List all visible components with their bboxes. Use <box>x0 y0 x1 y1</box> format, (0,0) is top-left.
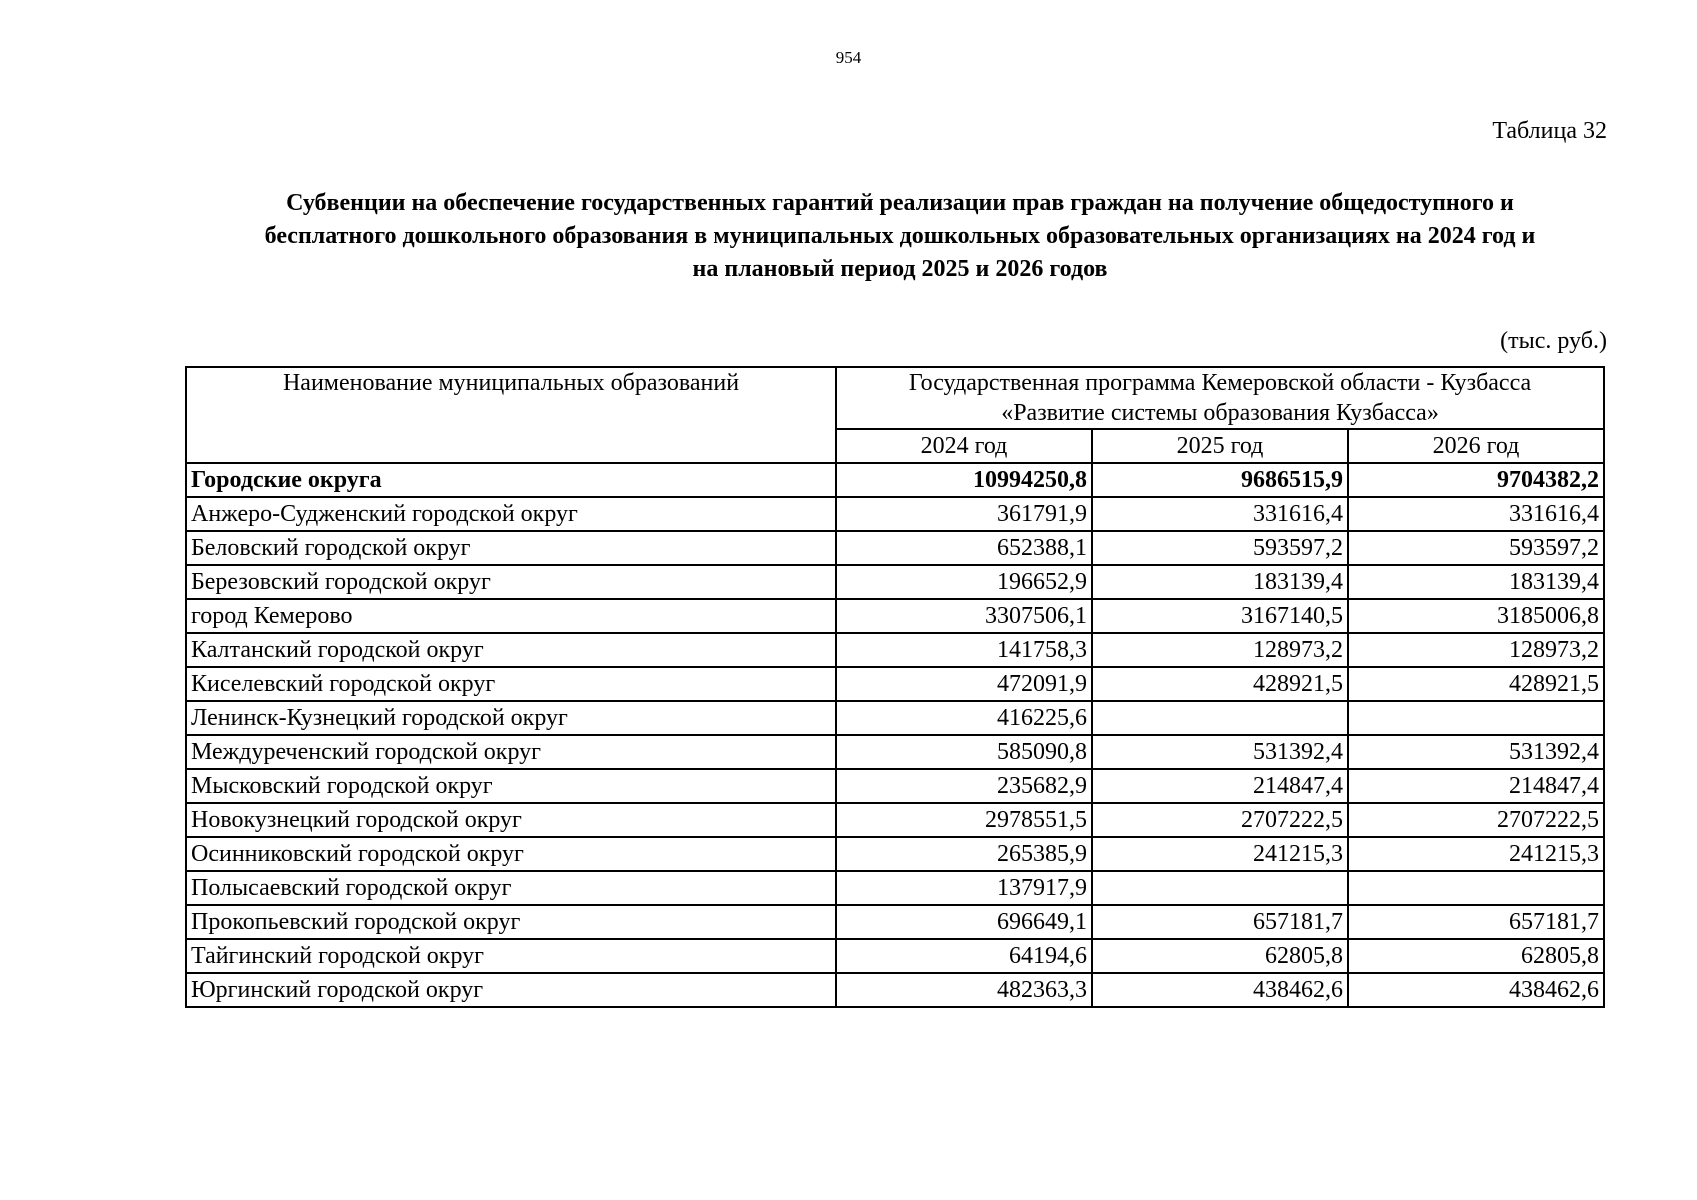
municipality-name-cell: Анжеро-Судженский городской округ <box>186 497 836 531</box>
value-2024-cell: 141758,3 <box>836 633 1092 667</box>
table-row <box>186 905 1604 939</box>
value-2026-cell: 531392,4 <box>1348 735 1604 769</box>
value-2024-cell: 696649,1 <box>836 905 1092 939</box>
value-2024-cell: 196652,9 <box>836 565 1092 599</box>
document-title <box>180 187 1620 286</box>
municipality-name-cell: Киселевский городской округ <box>186 667 836 701</box>
value-2026-cell <box>1348 871 1604 905</box>
value-2024-cell: 265385,9 <box>836 837 1092 871</box>
value-2025-cell: 183139,4 <box>1092 565 1348 599</box>
municipality-name-cell: город Кемерово <box>186 599 836 633</box>
value-2026-cell: 128973,2 <box>1348 633 1604 667</box>
table-row <box>186 837 1604 871</box>
table-row <box>186 599 1604 633</box>
value-2026-cell: 62805,8 <box>1348 939 1604 973</box>
value-2025-cell <box>1092 701 1348 735</box>
value-2025-cell: 9686515,9 <box>1092 463 1348 497</box>
value-2024-cell: 2978551,5 <box>836 803 1092 837</box>
municipality-name-cell: Калтанский городской округ <box>186 633 836 667</box>
value-2024-cell: 416225,6 <box>836 701 1092 735</box>
value-2024-cell: 361791,9 <box>836 497 1092 531</box>
table-row <box>186 803 1604 837</box>
value-2026-cell: 3185006,8 <box>1348 599 1604 633</box>
table-label: Таблица 32 <box>1492 118 1607 144</box>
value-2026-cell: 438462,6 <box>1348 973 1604 1007</box>
header-program-line: «Развитие системы образования Кузбасса» <box>1001 400 1439 426</box>
header-year-2025: 2025 год <box>1092 429 1348 463</box>
municipality-name-cell: Полысаевский городской округ <box>186 871 836 905</box>
value-2025-cell: 128973,2 <box>1092 633 1348 667</box>
value-2026-cell: 2707222,5 <box>1348 803 1604 837</box>
table-row <box>186 769 1604 803</box>
value-2024-cell: 482363,3 <box>836 973 1092 1007</box>
header-year-2026: 2026 год <box>1348 429 1604 463</box>
value-2025-cell: 438462,6 <box>1092 973 1348 1007</box>
table-row <box>186 871 1604 905</box>
municipality-name-cell: Тайгинский городской округ <box>186 939 836 973</box>
value-2024-cell: 585090,8 <box>836 735 1092 769</box>
value-2025-cell: 593597,2 <box>1092 531 1348 565</box>
value-2026-cell <box>1348 701 1604 735</box>
value-2024-cell: 652388,1 <box>836 531 1092 565</box>
value-2025-cell: 3167140,5 <box>1092 599 1348 633</box>
header-state-program <box>836 367 1604 429</box>
municipality-name-cell: Новокузнецкий городской округ <box>186 803 836 837</box>
municipality-name-cell: Ленинск-Кузнецкий городской округ <box>186 701 836 735</box>
value-2025-cell: 531392,4 <box>1092 735 1348 769</box>
value-2026-cell: 331616,4 <box>1348 497 1604 531</box>
value-2026-cell: 593597,2 <box>1348 531 1604 565</box>
value-2025-cell: 428921,5 <box>1092 667 1348 701</box>
title-line: на плановый период 2025 и 2026 годов <box>692 256 1108 282</box>
value-2026-cell: 9704382,2 <box>1348 463 1604 497</box>
value-2025-cell: 241215,3 <box>1092 837 1348 871</box>
value-2024-cell: 137917,9 <box>836 871 1092 905</box>
table-row <box>186 633 1604 667</box>
municipality-name-cell: Юргинский городской округ <box>186 973 836 1007</box>
value-2024-cell: 472091,9 <box>836 667 1092 701</box>
value-2026-cell: 214847,4 <box>1348 769 1604 803</box>
table-row-total <box>186 463 1604 497</box>
value-2025-cell: 214847,4 <box>1092 769 1348 803</box>
value-2024-cell: 64194,6 <box>836 939 1092 973</box>
table-row <box>186 565 1604 599</box>
municipality-name-cell: Беловский городской округ <box>186 531 836 565</box>
value-2025-cell: 331616,4 <box>1092 497 1348 531</box>
value-2025-cell: 2707222,5 <box>1092 803 1348 837</box>
title-line: бесплатного дошкольного образования в муниципальных дошкольных образовательных организациях на 2024 год и <box>264 223 1536 249</box>
municipality-name-cell: Междуреченский городской округ <box>186 735 836 769</box>
table-row <box>186 531 1604 565</box>
value-2026-cell: 183139,4 <box>1348 565 1604 599</box>
municipality-name-cell: Березовский городской округ <box>186 565 836 599</box>
table-row <box>186 939 1604 973</box>
header-program-line: Государственная программа Кемеровской области - Кузбасса <box>908 370 1532 396</box>
table-body <box>186 463 1604 1007</box>
units-label: (тыс. руб.) <box>1500 328 1607 354</box>
table-row <box>186 701 1604 735</box>
value-2025-cell <box>1092 871 1348 905</box>
table-row <box>186 735 1604 769</box>
value-2026-cell: 241215,3 <box>1348 837 1604 871</box>
municipality-name-cell: Мысковский городской округ <box>186 769 836 803</box>
municipality-name-cell: Городские округа <box>186 463 836 497</box>
header-municipality-name: Наименование муниципальных образований <box>186 367 836 463</box>
value-2024-cell: 235682,9 <box>836 769 1092 803</box>
header-year-2024: 2024 год <box>836 429 1092 463</box>
subventions-table <box>185 366 1605 1008</box>
value-2025-cell: 657181,7 <box>1092 905 1348 939</box>
table-row <box>186 667 1604 701</box>
table-row <box>186 973 1604 1007</box>
value-2025-cell: 62805,8 <box>1092 939 1348 973</box>
table-row <box>186 497 1604 531</box>
value-2024-cell: 10994250,8 <box>836 463 1092 497</box>
value-2026-cell: 428921,5 <box>1348 667 1604 701</box>
page-number: 954 <box>835 48 862 67</box>
title-line: Субвенции на обеспечение государственных гарантий реализации прав граждан на получение общедоступного и <box>286 190 1514 216</box>
value-2026-cell: 657181,7 <box>1348 905 1604 939</box>
value-2024-cell: 3307506,1 <box>836 599 1092 633</box>
municipality-name-cell: Прокопьевский городской округ <box>186 905 836 939</box>
municipality-name-cell: Осинниковский городской округ <box>186 837 836 871</box>
